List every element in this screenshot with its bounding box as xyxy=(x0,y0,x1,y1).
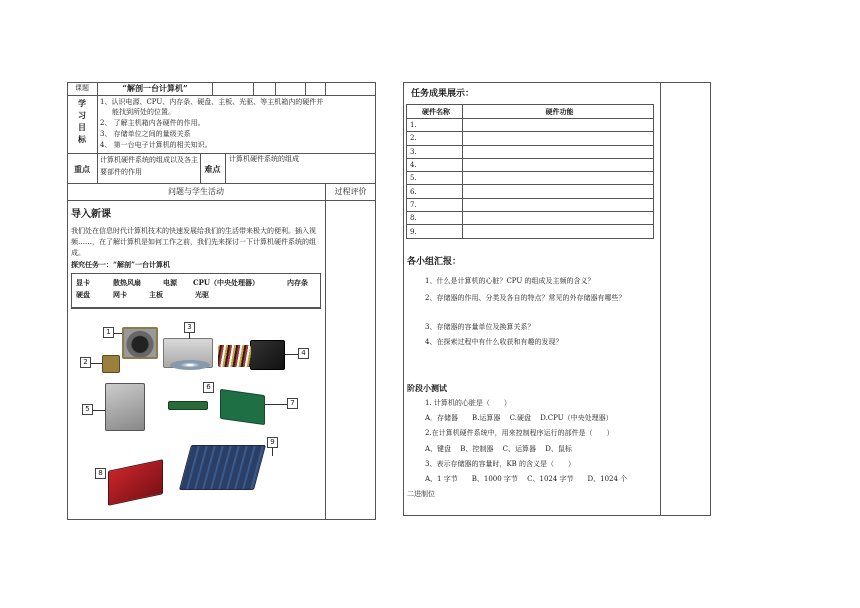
callout-5-leader xyxy=(93,410,105,411)
cpu-chip-image xyxy=(102,355,120,373)
callout-7-leader xyxy=(265,404,287,405)
results-title: 任务成果展示： xyxy=(411,89,475,99)
results-table xyxy=(406,104,654,239)
key-text: 计算机硬件系统的组成以及各主要部件的作用 xyxy=(100,156,198,176)
row-number: 6. xyxy=(407,185,463,198)
callout-1-leader xyxy=(114,333,122,334)
group-question-4: 4、在探索过程中有什么收获和有趣的发现？ xyxy=(425,338,563,346)
table-row xyxy=(407,185,654,198)
table-row xyxy=(407,212,654,225)
group-report-title: 各小组汇报： xyxy=(407,257,462,267)
table-row xyxy=(407,198,654,211)
key-row-bottom-line xyxy=(67,183,376,184)
quiz-q3: 3、表示存储器的容量时，KB 的含义是（ ） xyxy=(425,460,576,468)
difficulty-label-divider-right xyxy=(225,153,226,183)
callout-2-leader xyxy=(91,363,102,364)
quiz-title: 阶段小测试 xyxy=(407,383,447,393)
activity-header-bottom-line xyxy=(67,200,376,201)
table-header-hardware-function: 硬件功能 xyxy=(463,105,654,119)
power-supply-image xyxy=(250,340,285,370)
quiz-q1-options: A．存储器 B.运算器 C.硬盘 D.CPU（中央处理器） xyxy=(425,414,613,422)
row-function-cell[interactable] xyxy=(463,158,654,171)
row-function-cell[interactable] xyxy=(463,198,654,211)
row-function-cell[interactable] xyxy=(463,185,654,198)
callout-4-leader xyxy=(285,354,298,355)
callout-9-leader xyxy=(272,448,273,456)
word-optical-drive: 光驱 xyxy=(195,290,209,299)
intro-paragraph: 我们处在信息时代计算机技术的快速发展给我们的生活带来极大的便利。插入视频……，在了解计算机是如何工作之前，我们先来探讨一下计算机硬件系统的组成。 xyxy=(71,227,316,257)
callout-1: 1 xyxy=(103,327,114,338)
goals-line-4: 3、 存储单位之间的量级关系 xyxy=(100,130,191,138)
quiz-q2-options: A、键盘 B、控制器 C、运算器 D、鼠标 xyxy=(425,445,572,453)
word-memory: 内存条 xyxy=(287,278,308,287)
table-row xyxy=(407,132,654,145)
topic-cell-divider-4 xyxy=(305,82,306,95)
topic-row-bottom-line xyxy=(67,95,376,96)
memory-stick-image xyxy=(168,401,208,410)
group-question-3: 3、存储器的容量单位及换算关系？ xyxy=(425,323,535,331)
word-cpu: CPU（中央处理器） xyxy=(193,278,259,287)
callout-7: 7 xyxy=(287,398,298,409)
row-number: 7. xyxy=(407,198,463,211)
row-number: 4. xyxy=(407,158,463,171)
word-graphics-card: 显卡 xyxy=(76,278,90,287)
goals-line-5: 4、 第一台电子计算机的相关知识。 xyxy=(100,141,212,149)
goals-label: 学习目标 xyxy=(78,98,86,144)
row-function-cell[interactable] xyxy=(463,119,654,132)
row-function-cell[interactable] xyxy=(463,212,654,225)
key-label-divider xyxy=(97,153,98,183)
row-function-cell[interactable] xyxy=(463,145,654,158)
topic-cell-divider-2 xyxy=(253,82,254,95)
power-cables-image xyxy=(218,345,251,367)
quiz-q3-options: A、1 字节 B、1000 字节 C、1024 字节 D、1024 个 xyxy=(425,475,628,483)
word-network-card: 网卡 xyxy=(113,290,127,299)
right-evaluation-divider xyxy=(660,82,661,516)
topic-cell-divider-5 xyxy=(325,82,326,95)
task-title: 探究任务一：“解剖”一台计算机 xyxy=(71,260,171,269)
quiz-q3-options-wrap: 二进制位 xyxy=(407,490,435,498)
evaluation-header: 过程评价 xyxy=(334,187,367,196)
optical-disc-image xyxy=(170,360,210,370)
activity-header: 问题与学生活动 xyxy=(168,187,224,196)
row-number: 1. xyxy=(407,119,463,132)
difficulty-text: 计算机硬件系统的组成 xyxy=(229,155,299,163)
topic-label-divider xyxy=(97,82,98,95)
row-function-cell[interactable] xyxy=(463,132,654,145)
topic-cell-divider-3 xyxy=(275,82,276,95)
word-hard-disk: 硬盘 xyxy=(76,290,90,299)
callout-6: 6 xyxy=(203,382,214,393)
evaluation-column-divider xyxy=(325,183,326,520)
callout-3-leader xyxy=(189,333,190,339)
callout-2: 2 xyxy=(80,357,91,368)
topic-title: “解剖一台计算机” xyxy=(122,83,188,93)
row-function-cell[interactable] xyxy=(463,172,654,185)
callout-3: 3 xyxy=(184,322,195,333)
topic-cell-divider-1 xyxy=(212,82,213,95)
quiz-q1: 1. 计算机的心脏是（ ） xyxy=(425,399,511,407)
quiz-q2: 2.在计算机硬件系统中，用来控制程序运行的部件是（ ） xyxy=(425,429,614,437)
table-row xyxy=(407,145,654,158)
table-row xyxy=(407,158,654,171)
row-number: 5. xyxy=(407,172,463,185)
intro-title: 导入新课 xyxy=(71,209,111,220)
table-row xyxy=(407,225,654,238)
row-number: 8. xyxy=(407,212,463,225)
group-question-2: 2、存储器的作用、分类及各自的特点？常见的外存储器有哪些？ xyxy=(425,294,626,302)
callout-4: 4 xyxy=(298,348,309,359)
row-function-cell[interactable] xyxy=(463,225,654,238)
topic-label: 课题 xyxy=(75,84,89,92)
network-card-image xyxy=(220,389,265,425)
callout-9: 9 xyxy=(267,437,278,448)
motherboard-image xyxy=(179,445,266,490)
row-number: 9. xyxy=(407,225,463,238)
key-label: 重点 xyxy=(74,164,90,174)
table-row xyxy=(407,172,654,185)
group-question-1: 1、什么是计算机的心脏？CPU 的组成及主频的含义？ xyxy=(425,277,595,285)
row-number: 2. xyxy=(407,132,463,145)
callout-8: 8 xyxy=(95,468,106,479)
hard-disk-image xyxy=(105,383,145,431)
table-row xyxy=(407,119,654,132)
difficulty-label: 难点 xyxy=(204,164,221,174)
word-motherboard: 主板 xyxy=(149,290,163,299)
goals-line-1: 1、认识电源、CPU、内存条、硬盘、主板、光驱、等主机箱内的硬件并 xyxy=(100,98,324,106)
word-power-supply: 电源 xyxy=(163,278,177,287)
cpu-fan-image xyxy=(122,327,158,359)
goals-line-3: 2、 了解主机箱内各硬件的作用。 xyxy=(100,119,205,127)
callout-5: 5 xyxy=(82,404,93,415)
word-cooling-fan: 散热风扇 xyxy=(113,278,141,287)
table-header-hardware-name: 硬件名称 xyxy=(407,105,463,119)
goals-line-2: 能找到所处的位置。 xyxy=(112,108,175,116)
goals-label-divider xyxy=(97,95,98,153)
row-number: 3. xyxy=(407,145,463,158)
